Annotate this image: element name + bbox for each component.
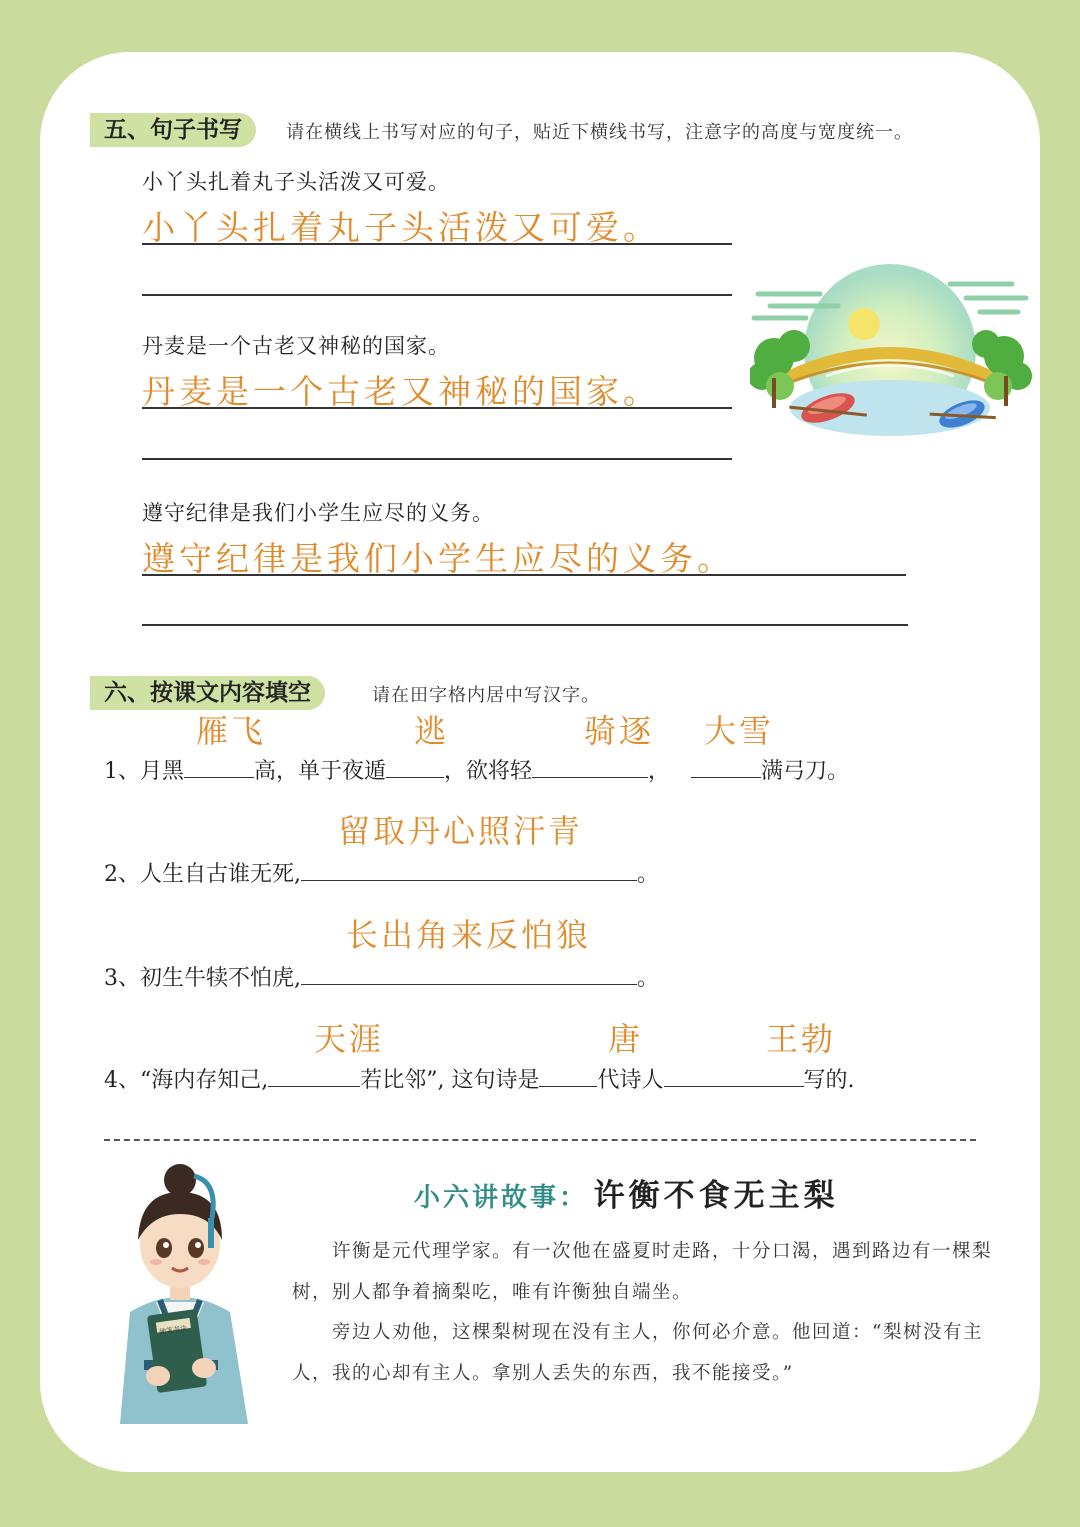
q3-blank[interactable] <box>301 962 637 985</box>
story-body <box>292 1232 1004 1394</box>
section-5-title: 五、句子书写 <box>90 113 256 147</box>
writing-line <box>142 294 732 296</box>
q4-blank-2[interactable] <box>539 1064 597 1087</box>
bridge-landscape-illustration <box>750 258 1032 458</box>
story-paragraph-1: 许衡是元代理学家。有一次他在盛夏时走路，十分口渴，遇到路边有一棵梨树，别人都争着摘梨吃，唯有许衡独自端坐。 <box>292 1241 993 1303</box>
q1-blank-1[interactable] <box>184 755 254 778</box>
q4-answer-3: 王勃 <box>766 1020 837 1058</box>
sentence-3-answer: 遵守纪律是我们小学生应尽的义务。 <box>142 539 734 578</box>
sentence-2-answer: 丹麦是一个古老又神秘的国家。 <box>142 372 660 411</box>
q4-blank-3[interactable] <box>664 1064 804 1087</box>
q4-text: 写的. <box>803 1068 855 1093</box>
sentence-1-answer: 小丫头扎着丸子头活泼又可爱。 <box>142 208 660 247</box>
q1-number: 1、 <box>104 759 140 784</box>
q3-text: 。 <box>637 966 660 991</box>
q1-text: ， <box>648 759 671 784</box>
q1-text: 月黑 <box>140 759 185 784</box>
q1-blank-4[interactable] <box>691 755 761 778</box>
q1-text: 满弓刀。 <box>761 759 850 784</box>
q4-answer-1: 天涯 <box>314 1020 385 1058</box>
q3-number: 3、 <box>104 966 140 991</box>
sentence-1-prompt: 小丫头扎着丸子头活泼又可爱。 <box>142 170 450 194</box>
writing-line <box>142 407 732 409</box>
writing-line <box>142 243 732 245</box>
q1-answer-4: 大雪 <box>704 712 775 750</box>
q3-answer: 长出角来反怕狼 <box>346 916 592 954</box>
section-5-instruction: 请在横线上书写对应的句子，贴近下横线书写，注意字的高度与宽度统一。 <box>286 122 913 143</box>
scholar-boy-illustration <box>100 1162 260 1424</box>
q1-blank-3[interactable] <box>532 755 648 778</box>
section-6-instruction: 请在田字格内居中写汉字。 <box>372 685 600 706</box>
sentence-3-prompt: 遵守纪律是我们小学生应尽的义务。 <box>142 501 494 525</box>
q2-blank[interactable] <box>301 858 637 881</box>
q4-blank-1[interactable] <box>268 1064 360 1087</box>
q4-number: 4、 <box>104 1068 140 1093</box>
writing-line <box>142 458 732 460</box>
q3-text: 初生牛犊不怕虎, <box>140 966 301 991</box>
question-3 <box>104 961 659 992</box>
q1-answer-2: 逃 <box>414 712 450 750</box>
story-label: 小六讲故事： <box>414 1183 589 1213</box>
q2-answer: 留取丹心照汗青 <box>338 812 584 850</box>
q4-answer-2: 唐 <box>608 1020 644 1058</box>
question-2 <box>104 857 659 888</box>
section-6-title: 六、按课文内容填空 <box>90 676 325 710</box>
q1-answer-3: 骑逐 <box>584 712 655 750</box>
q4-text: “海内存知己, <box>140 1068 269 1093</box>
question-1 <box>104 754 849 785</box>
sentence-2-prompt: 丹麦是一个古老又神秘的国家。 <box>142 334 450 358</box>
section-divider <box>104 1139 976 1141</box>
story-title: 许衡不食无主梨 <box>593 1178 839 1214</box>
q1-answer-1: 雁飞 <box>196 712 267 750</box>
q1-blank-2[interactable] <box>386 755 444 778</box>
writing-line <box>142 574 906 576</box>
question-4 <box>104 1063 855 1094</box>
q2-number: 2、 <box>104 862 140 887</box>
story-heading <box>414 1170 839 1215</box>
q4-text: 若比邻”, 这句诗是 <box>360 1068 540 1093</box>
q4-text: 代诗人 <box>597 1068 664 1093</box>
q1-text: 高，单于夜遁 <box>254 759 387 784</box>
writing-line <box>142 624 908 626</box>
book-label: 硬笔书法 <box>158 1324 188 1337</box>
q2-text: 。 <box>637 862 660 887</box>
q2-text: 人生自古谁无死, <box>140 862 301 887</box>
story-paragraph-2: 旁边人劝他，这棵梨树现在没有主人，你何必介意。他回道：“梨树没有主人，我的心却有主人。拿别人丢失的东西，我不能接受。” <box>292 1322 983 1384</box>
q1-text: ，欲将轻 <box>444 759 533 784</box>
